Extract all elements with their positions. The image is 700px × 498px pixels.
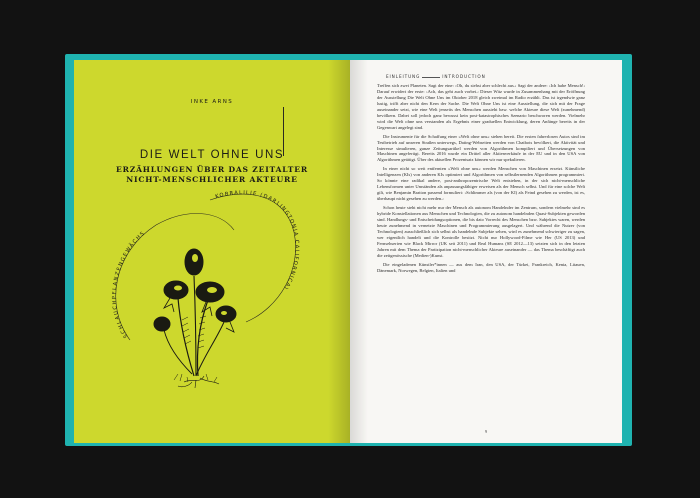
running-head bbox=[386, 74, 486, 79]
body-text bbox=[377, 83, 585, 274]
right-gutter-shadow bbox=[350, 60, 368, 443]
gutter-shadow bbox=[328, 60, 350, 443]
page-number: 9 bbox=[484, 429, 488, 434]
running-head-left: EINLEITUNG bbox=[386, 74, 421, 79]
paragraph-3: In einer nicht so weit entfernten »Welt ohne uns« werden Menschen von Maschinen ersetzt. Künstliche Intelligenzen (KIs) von anderen KIs optimiert und Algorithmen von selbstlernenden Algorithmen programmiert. So könnte eine radikal andere, post-anthropozentrische Welt entstehen, in der sich nicht-menschliche Lebensformen unter Umständen als anpassungsfähiger erweisen als der Mensch selbst. Und für eine solche Welt gilt, wie Benjamin Bratton passend formuliert: ›Schlimmer als (von der KI) als Feind gesehen zu werden, ist es, überhaupt nicht gesehen zu werden.‹ bbox=[377, 166, 585, 202]
paragraph-4: Schon heute steht nicht mehr nur der Mensch als autonom Handelnder im Zentrum, sondern vielmehr sind es hybride Konstellationen aus Menschen und Technologien, die zu autonom handelnden Quasi-Subjekten geworden sind. Handlungs- und Entscheidungsoptionen, die bis dato Vorrecht des Menschen bzw. Subjektes waren, werden heute zunehmend in vernetzte Maschinen und Programmierung ausgelagert. Und während die Nutzer (von Technologien) ausschließlich sich selbst als handelnde Subjekte sehen, wird es zunehmend schwieriger zu sagen, wer eigentlich handelt und die Kontrolle besitzt. Nicht nur Hollywood-Filme wie Her (US 2013) und Fernsehserien wie Black Mirror (UK seit 2011) und Real Humans (SE 2012—13) setzten sich in den letzten Jahren mit dem Thema der Partizipation nicht-menschlicher Akteure auseinander — das Thema beschäftigt auch die zeitgenössische (Medien-)Kunst. bbox=[377, 205, 585, 258]
plant-engraving bbox=[154, 249, 236, 388]
paragraph-5: Die eingeladenen Künstler*innen — aus dem Iran, den USA, der Türkei, Frankreich, Kenia, Litauen, Dänemark, Norwegen, Belgien, Italien und bbox=[377, 261, 585, 273]
running-head-right: INTRODUCTION bbox=[442, 74, 486, 79]
subtitle-line-1: ERZÄHLUNGEN ÜBER DAS ZEITALTER bbox=[116, 165, 308, 174]
right-arc-line bbox=[210, 194, 296, 322]
left-page bbox=[74, 60, 350, 443]
paragraph-1: Treffen sich zwei Planeten. Sagt der eine: ›Oh, du siehst aber schlecht aus.‹ Sagt der andere: ›Ich habe Mensch!‹ Darauf erwidert der erste: ›Ach, das geht auch vorbei.‹ Dieser Witz wurde in Zusammenhang mit der Eröffnung der Ausstellung Die Welt Ohne Uns im Oktober 2018 gleich zweimal im Radio erzählt. Das ist irgendwie ganz lustig, trifft aber nicht den Kern der Sache. Die Welt Ohne Uns ist eine Ausstellung, die sich mit der Frage auseinander setzt, wie eine Welt jenseits des Menschen aussieht bzw. welche Akteure diese Welt (zunehmend) bevölkern. Dabei soll jedoch ganz bewusst kein post-katastrophisches Szenario beschworen werden. Vielmehr wird die Welt ohne uns verstanden als Ergebnis einer graduellen Entwicklung, deren Anfänge bereits in der Gegenwart angelegt sind. bbox=[377, 83, 585, 130]
right-page bbox=[350, 60, 622, 443]
author-name: INKE ARNS bbox=[190, 99, 234, 105]
left-arc-line bbox=[116, 214, 234, 340]
subtitle-line-2: NICHT-MENSCHLICHER AKTEURE bbox=[126, 175, 298, 184]
running-head-rule bbox=[422, 77, 440, 78]
cobra-lily-illustration bbox=[74, 60, 350, 443]
paragraph-2: Die Instrumente für die Schaffung einer »Welt ohne uns« stehen bereit. Die ersten fahrerlosen Autos sind im Testbetrieb auf unseren Straßen unterwegs, Dating-Webseiten werden von Chatbots bevölkert, die Aktivität und Interesse simulieren, ganze Zeitungsartikel werden von Algorithmen kompiliert und Übersetzungen von Maschinen angefertigt. Bereits 2016 wurde ein Drittel aller Aktienverkäufe in der EU und in den USA von Algorithmen getätigt. Über des aktuellen Prozentsatz können wir nur spekulieren. bbox=[377, 133, 585, 163]
chapter-title: DIE WELT OHNE UNS bbox=[139, 149, 285, 161]
curved-label-right: KOBRALILIE (DARLINGTONIA CALIFORNICA) bbox=[214, 190, 300, 292]
curved-label-left: SCHLAUCHPFLANZENGEWÄCHS bbox=[111, 230, 147, 339]
